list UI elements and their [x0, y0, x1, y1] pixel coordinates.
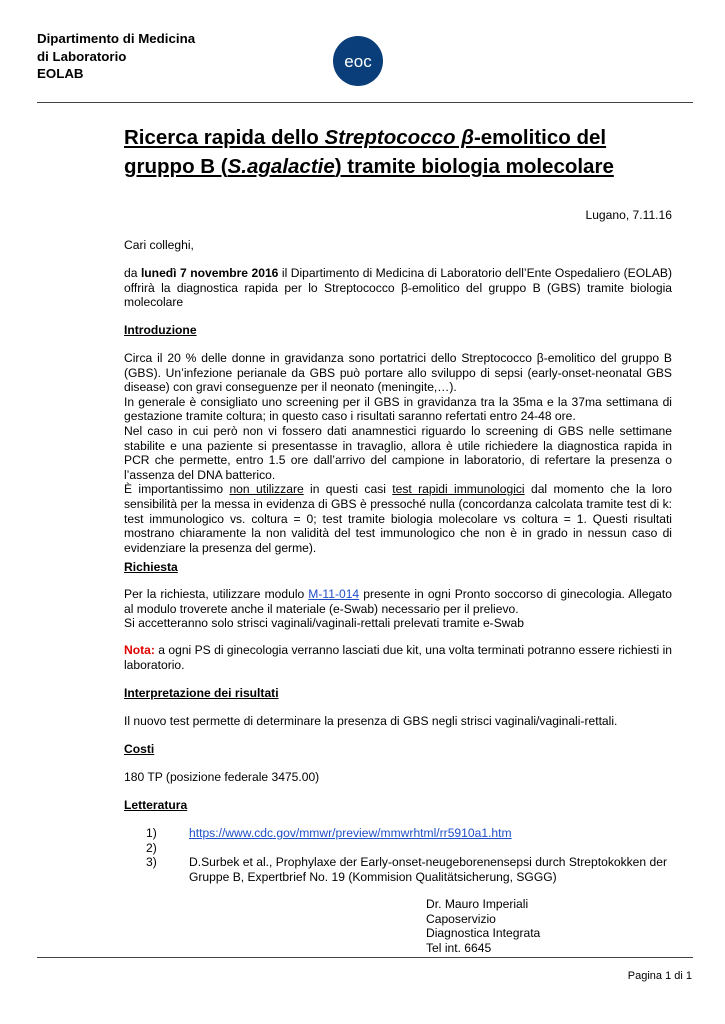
richiesta-p1: Per la richiesta, utilizzare modulo M-11-014 presente in ogni Pronto soccorso di ginecologia. Allegato al modulo troverete anche il materiale (e-Swab) necessario per il prelievo. [124, 587, 672, 616]
signature-unit: Diagnostica Integrata [426, 926, 541, 941]
introduzione-body [124, 351, 672, 555]
signature-role: Caposervizio [426, 911, 496, 926]
introduzione-p1: Circa il 20 % delle donne in gravidanza sono portatrici dello Streptococco β-emolitico del gruppo B (GBS). Un’infezione perianale da GBS può portare allo sviluppo di sepsi (early-onset-neonatal GBS disease) con gravi conseguenze per il neonato (meningite,…). [124, 351, 672, 395]
costi-body: 180 TP (posizione federale 3475.00) [124, 770, 320, 784]
signature-block [426, 897, 540, 955]
richiesta-body [124, 587, 672, 631]
logo-text: eoc [344, 52, 372, 71]
signature-phone: Tel int. 6645 [426, 940, 492, 955]
eoc-logo [333, 36, 383, 86]
section-heading-letteratura: Letteratura [124, 798, 188, 812]
title-line-2: gruppo B (S.agalactie) tramite biologia molecolare [124, 155, 614, 178]
dept-line-3: EOLAB [37, 66, 84, 81]
introduzione-p3: Nel caso in cui però non vi fossero dati anamnestici riguardo lo screening di GBS nelle settimane stabilite e una paziente si presentasse in travaglio, allora è utile richiedere la diagnostica rapida in PCR che permette, entro 1.5 ore dall’arrivo del campione in laboratorio, di refertare la presenza o l’assenza del DNA batterico. [124, 423, 672, 482]
section-heading-richiesta: Richiesta [124, 560, 178, 574]
reference-list [146, 826, 672, 884]
document-title [124, 123, 614, 181]
non-utilizzare-emphasis: non utilizzare [229, 482, 304, 497]
reference-number: 1) [146, 826, 157, 840]
reference-item [146, 841, 672, 856]
section-heading-costi: Costi [124, 742, 155, 756]
introduzione-p4: È importantissimo non utilizzare in questi casi test rapidi immunologici dal momento che la loro sensibilità per la messa in evidenza di GBS è pressoché nulla (concordanza calcolata tramite test di k: test immunologico vs. coltura = 0; test tramite biologia molecolare vs coltura = 1. Questi risultati mostrano chiaramente la non validità del test immunologico che non è in grado in nessun caso di evidenziare la presenza del germe). [124, 482, 672, 555]
test-rapidi-emphasis: test rapidi immunologici [392, 482, 525, 497]
modulo-link[interactable]: M-11-014 [308, 587, 360, 601]
reference-item [146, 826, 672, 841]
cdc-link[interactable]: https://www.cdc.gov/mmwr/preview/mmwrhtml/rr5910a1.htm [189, 826, 512, 840]
introduzione-p2: In generale è consigliato uno screening per il GBS in gravidanza tra la 35ma e la 37ma settimana di gestazione tramite coltura; in questo caso i risultati saranno refertati entro 24-48 ore. [124, 394, 672, 424]
greeting: Cari colleghi, [124, 238, 194, 252]
dept-line-2: di Laboratorio [37, 48, 127, 64]
letter-date: Lugano, 7.11.16 [585, 208, 672, 222]
reference-text [189, 841, 672, 856]
header-divider [37, 102, 693, 103]
reference-number: 2) [146, 840, 157, 855]
department-name [37, 30, 195, 83]
signature-name: Dr. Mauro Imperiali [426, 897, 529, 911]
page-number: Pagina 1 di 1 [627, 970, 692, 982]
reference-text: D.Surbek et al., Prophylaxe der Early-onset-neugeborenensepsi durch Streptokokken der Gruppe B, Expertbrief No. 19 (Kommision Qualitätsicherung, SGGG) [189, 855, 667, 884]
reference-number: 3) [146, 855, 157, 870]
section-heading-introduzione: Introduzione [124, 323, 197, 337]
richiesta-p2: Si accetteranno solo strisci vaginali/vaginali-rettali prelevati tramite e-Swab [124, 616, 524, 631]
interpretazione-body: Il nuovo test permette di determinare la presenza di GBS negli strisci vaginali/vaginali-rettali. [124, 714, 618, 728]
footer-divider [37, 957, 693, 958]
section-heading-interpretazione: Interpretazione dei risultati [124, 686, 279, 700]
intro-paragraph: da lunedì 7 novembre 2016 il Dipartimento di Medicina di Laboratorio dell’Ente Ospedaliero (EOLAB) offrirà la diagnostica rapida per lo Streptococco β-emolitico del gruppo B (GBS) tramite biologia molecolare [124, 266, 673, 310]
nota-label: Nota: [124, 643, 155, 657]
title-line-1: Ricerca rapida dello Streptococco β-emolitico del [124, 126, 607, 149]
nota-paragraph: Nota: a ogni PS di ginecologia verranno lasciati due kit, una volta terminati potranno essere richiesti in laboratorio. [124, 643, 672, 672]
dept-line-1: Dipartimento di Medicina [37, 31, 196, 46]
reference-item [146, 855, 672, 884]
